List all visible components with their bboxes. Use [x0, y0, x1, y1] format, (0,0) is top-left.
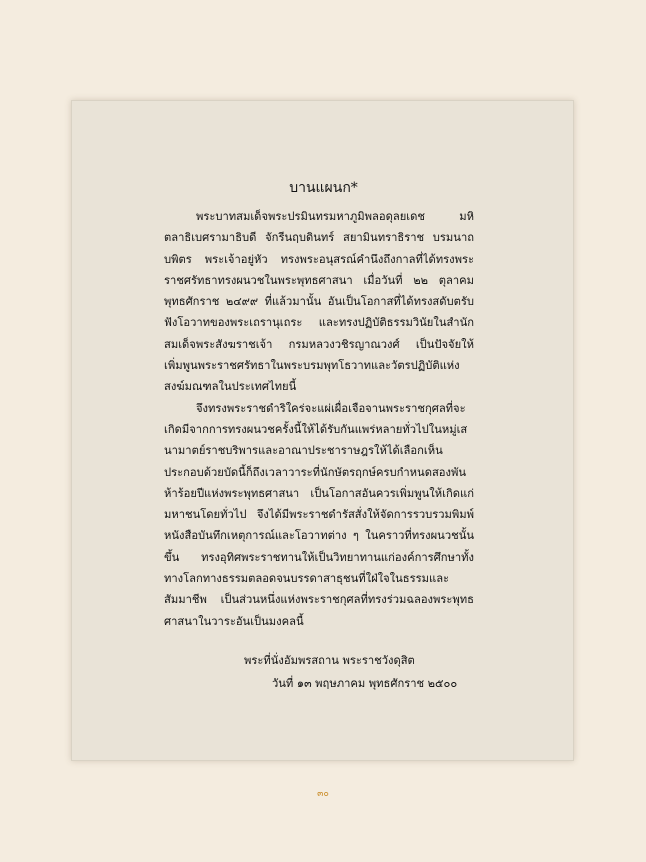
signature-date: วันที่ ๑๓ พฤษภาคม พุทธศักราช ๒๕๐๐ — [272, 677, 458, 690]
page-number: ๓๐ — [317, 789, 329, 799]
signature-place: พระที่นั่งอัมพรสถาน พระราชวังดุสิต — [244, 654, 415, 667]
paragraph: พระบาทสมเด็จพระปรมินทรมหาภูมิพลอดุลยเดช มหิตลาธิเบศรามาธิบดี จักรีนฤบดินทร์ สยามินทราธิราช บรมนาถบพิตร พระเจ้าอยู่หัว ทรงพระอนุสรณ์คำนึงถึงกาลที่ได้ทรงพระราชศรัทธาทรงผนวชในพระพุทธศาสนา เมื่อวันที่ ๒๒ ตุลาคม พุทธศักราช ๒๔๙๙ ที่แล้วมานั้น อันเป็นโอกาสที่ได้ทรงสดับตรับฟังโอวาทของพระเถรานุเถระ และทรงปฏิบัติธรรมวินัยในสำนักสมเด็จพระสังฆราชเจ้า กรมหลวงวชิรญาณวงศ์ เป็นปัจจัยให้เพิ่มพูนพระราชศรัทธาในพระบรมพุทโธวาทและวัตรปฏิบัติแห่งสงฆ์มณฑลในประเทศไทยนี้ — [164, 210, 474, 394]
paragraph: จึงทรงพระราชดำริใคร่จะแผ่เผื่อเจือจานพระราชกุศลที่จะเกิดมีจากการทรงผนวชครั้งนี้ให้ได้รับกันแพร่หลายทั่วไปในหมู่เสนามาตย์ราชบริพารและอาณาประชาราษฎรให้ได้เลือกเห็นประกอบด้วยบัดนี้ก็ถึงเวลาวาระที่นักษัตรฤกษ์ครบกำหนดสองพันห้าร้อยปีแห่งพระพุทธศาสนา เป็นโอกาสอันควรเพิ่มพูนให้เกิดแก่มหาชนโดยทั่วไป จึงได้มีพระราชดำรัสสั่งให้จัดการรวบรวมพิมพ์หนังสือบันทึกเหตุการณ์และโอวาทต่าง ๆ ในคราวที่ทรงผนวชนั้นขึ้น ทรงอุทิศพระราชทานให้เป็นวิทยาทานแก่องค์การศึกษาทั้งทางโลกทางธรรมตลอดจนบรรดาสาธุชนที่ใฝ่ใจในธรรมและสัมมาชีพ เป็นส่วนหนึ่งแห่งพระราชกุศลที่ทรงร่วมฉลองพระพุทธศาสนาในวาระอันเป็นมงคลนี้ — [164, 401, 474, 628]
page-title: บานแผนก* — [289, 180, 358, 196]
document-page — [71, 100, 574, 761]
body-text — [164, 206, 474, 632]
